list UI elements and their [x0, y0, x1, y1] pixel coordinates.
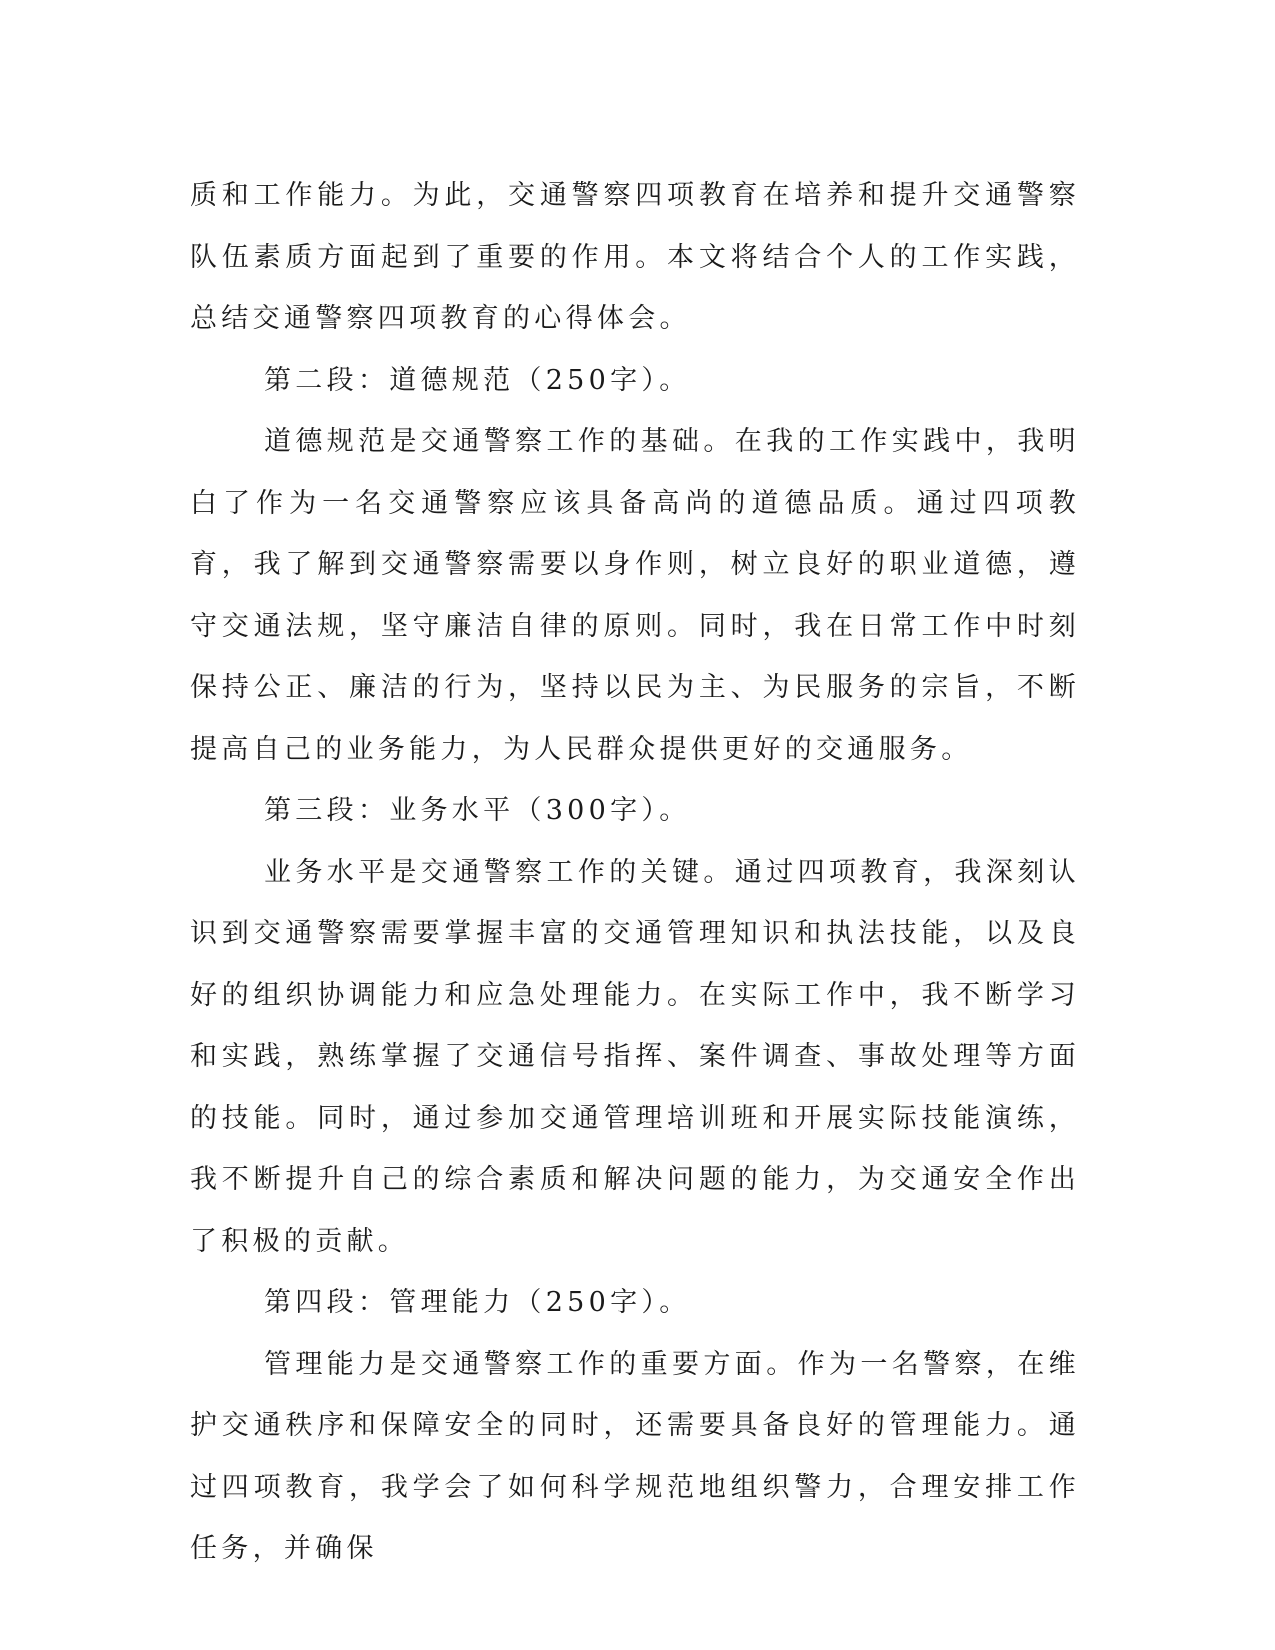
section-heading-management: 第四段：管理能力（250字）。: [264, 1287, 691, 1318]
paragraph-professional-level: 业务水平是交通警察工作的关键。通过四项教育，我深刻认识到交通警察需要掌握丰富的交通管理知识和执法技能，以及良好的组织协调能力和应急处理能力。在实际工作中，我不断学习和实践，熟练掌握了交通信号指挥、案件调查、事故处理等方面的技能。同时，通过参加交通管理培训班和开展实际技能演练，我不断提升自己的综合素质和解决问题的能力，为交通安全作出了积极的贡献。: [190, 856, 1080, 1257]
paragraph-management: 管理能力是交通警察工作的重要方面。作为一名警察，在维护交通秩序和保障安全的同时，还需要具备良好的管理能力。通过四项教育，我学会了如何科学规范地组织警力，合理安排工作任务，并确保: [190, 1348, 1080, 1564]
document-body: [190, 165, 1080, 1580]
section-heading-morality: 第二段：道德规范（250字）。: [264, 364, 691, 396]
paragraph-intro-continuation: 质和工作能力。为此，交通警察四项教育在培养和提升交通警察队伍素质方面起到了重要的作用。本文将结合个人的工作实践，总结交通警察四项教育的心得体会。: [190, 180, 1080, 334]
section-heading-professional-level: 第三段：业务水平（300字）。: [264, 795, 691, 826]
paragraph-morality: 道德规范是交通警察工作的基础。在我的工作实践中，我明白了作为一名交通警察应该具备高尚的道德品质。通过四项教育，我了解到交通警察需要以身作则，树立良好的职业道德，遵守交通法规，坚守廉洁自律的原则。同时，我在日常工作中时刻保持公正、廉洁的行为，坚持以民为主、为民服务的宗旨，不断提高自己的业务能力，为人民群众提供更好的交通服务。: [190, 426, 1080, 765]
